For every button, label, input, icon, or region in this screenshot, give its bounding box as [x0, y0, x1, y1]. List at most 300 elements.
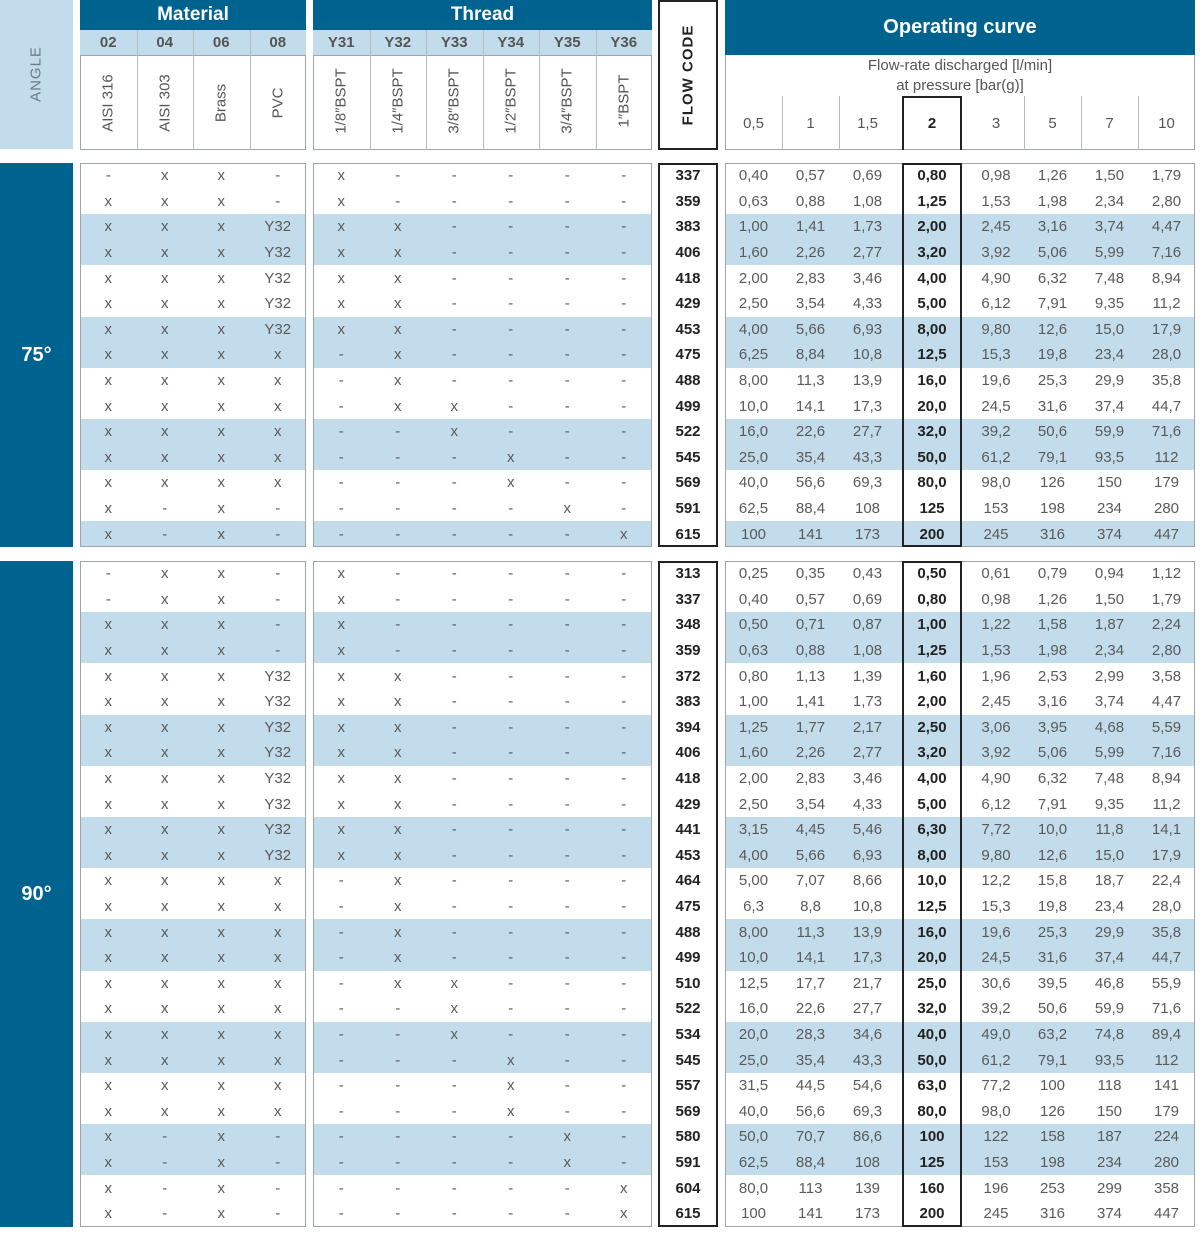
flow-rate-cell: 34,6: [852, 1026, 883, 1044]
flow-rate-cell: 0,80: [738, 667, 769, 685]
flow-code-cell: 372: [675, 667, 701, 685]
material-cell: x: [161, 1102, 169, 1120]
material-cell: x: [161, 923, 169, 941]
pressure-divider: [1024, 96, 1025, 150]
flow-rate-cell: 100: [1039, 1077, 1066, 1095]
material-cell: x: [217, 1000, 225, 1018]
flow-rate-cell: 2,77: [852, 244, 883, 262]
thread-cell: x: [394, 744, 402, 762]
material-cell: x: [161, 448, 169, 466]
flow-rate-cell: 25,3: [1037, 372, 1068, 390]
material-cell: x: [274, 423, 282, 441]
material-cell: x: [217, 667, 225, 685]
material-cell: x: [161, 474, 169, 492]
flow-rate-cell: 25,0: [738, 448, 769, 466]
flow-rate-cell: 40,0: [738, 1102, 769, 1120]
thread-cell: -: [621, 770, 627, 788]
flow-rate-cell: 0,61: [981, 565, 1011, 583]
thread-cell: -: [621, 218, 627, 236]
flow-rate-cell: 39,2: [981, 1000, 1011, 1018]
material-cell: Y32: [264, 295, 292, 313]
flow-rate-cell: 40,0: [738, 474, 769, 492]
flow-rate-cell: 2,34: [1094, 642, 1125, 660]
material-cell: x: [217, 320, 225, 338]
flow-rate-cell: 15,3: [981, 898, 1011, 916]
thread-cell: -: [508, 192, 514, 210]
thread-cell: -: [564, 525, 570, 543]
thread-cell: -: [564, 192, 570, 210]
material-cell: -: [275, 642, 281, 660]
flow-rate-cell: 0,25: [738, 565, 769, 583]
material-cell: -: [275, 590, 281, 608]
material-cell: x: [217, 974, 225, 992]
flow-rate-cell: 50,0: [917, 448, 947, 466]
thread-cell: x: [337, 565, 345, 583]
material-cell: x: [217, 218, 225, 236]
material-cell: x: [104, 269, 112, 287]
flow-rate-cell: 14,1: [795, 397, 826, 415]
thread-cell: -: [564, 269, 570, 287]
thread-cell: -: [621, 448, 627, 466]
flow-rate-cell: 10,8: [852, 346, 883, 364]
flow-code-cell: 383: [675, 693, 701, 711]
material-cell: x: [161, 821, 169, 839]
thread-cell: -: [621, 949, 627, 967]
flow-rate-cell: 3,20: [917, 744, 947, 762]
material-cell: x: [104, 693, 112, 711]
flow-rate-cell: 12,5: [917, 346, 947, 364]
thread-cell: -: [395, 167, 401, 185]
thread-cell: -: [395, 1000, 401, 1018]
material-cell: x: [104, 667, 112, 685]
material-divider: [137, 30, 138, 150]
thread-cell: x: [563, 1154, 571, 1172]
pressure-label: 7: [1105, 114, 1114, 132]
thread-cell: -: [451, 1077, 457, 1095]
material-cell: x: [104, 1179, 112, 1197]
flow-code-cell: 348: [675, 616, 701, 634]
flow-rate-cell: 23,4: [1094, 898, 1125, 916]
table-row: [0, 587, 1200, 613]
material-cell: x: [104, 949, 112, 967]
thread-cell: -: [508, 795, 514, 813]
table-row: [0, 240, 1200, 266]
flow-rate-cell: 1,22: [981, 616, 1011, 634]
flow-rate-cell: 0,79: [1037, 565, 1068, 583]
flow-rate-cell: 44,7: [1151, 397, 1182, 415]
flow-rate-cell: 0,40: [738, 590, 769, 608]
thread-cell: -: [451, 192, 457, 210]
flow-rate-cell: 35,8: [1151, 923, 1182, 941]
thread-cell: -: [508, 974, 514, 992]
flow-rate-cell: 126: [1039, 1102, 1066, 1120]
flow-rate-cell: 2,45: [981, 218, 1011, 236]
flow-rate-cell: 8,8: [800, 898, 821, 916]
flow-rate-cell: 4,00: [917, 269, 947, 287]
thread-cell: x: [337, 642, 345, 660]
thread-cell: -: [395, 616, 401, 634]
material-cell: x: [217, 448, 225, 466]
flow-rate-cell: 1,26: [1037, 167, 1068, 185]
flow-rate-cell: 56,6: [795, 1102, 826, 1120]
flow-rate-cell: 16,0: [738, 1000, 769, 1018]
table-row: [0, 689, 1200, 715]
table-row: [0, 419, 1200, 445]
flow-rate-cell: 28,0: [1151, 898, 1182, 916]
flow-rate-cell: 54,6: [852, 1077, 883, 1095]
thread-cell: -: [621, 1102, 627, 1120]
thread-cell: -: [338, 474, 344, 492]
material-cell: -: [275, 1205, 281, 1223]
flow-rate-cell: 93,5: [1094, 448, 1125, 466]
flow-rate-cell: 3,54: [795, 795, 826, 813]
material-cell: x: [161, 718, 169, 736]
thread-cell: x: [394, 244, 402, 262]
material-cell: Y32: [264, 320, 292, 338]
thread-divider: [483, 30, 484, 150]
thread-cell: -: [621, 616, 627, 634]
thread-cell: -: [564, 949, 570, 967]
thread-cell: -: [508, 167, 514, 185]
table-row: [0, 368, 1200, 394]
thread-cell: -: [338, 525, 344, 543]
flow-rate-cell: 7,07: [795, 872, 826, 890]
thread-cell: -: [451, 218, 457, 236]
material-cell: x: [217, 1077, 225, 1095]
material-divider: [193, 30, 194, 150]
flow-rate-cell: 8,00: [738, 372, 769, 390]
thread-cell: -: [451, 846, 457, 864]
flow-rate-cell: 3,06: [981, 718, 1011, 736]
flow-rate-cell: 1,60: [738, 744, 769, 762]
flow-rate-cell: 3,95: [1037, 718, 1068, 736]
flow-rate-cell: 1,50: [1094, 167, 1125, 185]
thread-cell: -: [395, 423, 401, 441]
flow-rate-cell: 2,00: [917, 693, 947, 711]
flow-rate-cell: 98,0: [981, 474, 1011, 492]
thread-cell: -: [395, 525, 401, 543]
thread-cell: -: [508, 218, 514, 236]
flow-rate-cell: 374: [1096, 525, 1123, 543]
flow-code-cell: 488: [675, 372, 701, 390]
material-cell: -: [162, 1128, 168, 1146]
flow-rate-cell: 62,5: [738, 500, 769, 518]
material-cell: x: [104, 1102, 112, 1120]
flow-rate-cell: 4,33: [852, 295, 883, 313]
thread-cell: -: [564, 770, 570, 788]
thread-cell: x: [394, 718, 402, 736]
material-cell: x: [104, 1128, 112, 1146]
flow-rate-cell: 280: [1153, 500, 1180, 518]
flow-rate-cell: 3,74: [1094, 218, 1125, 236]
table-row: [0, 265, 1200, 291]
flow-rate-cell: 0,80: [917, 590, 947, 608]
flow-rate-cell: 2,24: [1151, 616, 1182, 634]
thread-cell: -: [508, 1154, 514, 1172]
material-cell: x: [161, 898, 169, 916]
table-row: [0, 945, 1200, 971]
material-cell: x: [217, 244, 225, 262]
flow-rate-cell: 447: [1153, 1205, 1180, 1223]
thread-cell: -: [451, 718, 457, 736]
flow-rate-cell: 7,16: [1151, 744, 1182, 762]
material-cell: -: [105, 565, 111, 583]
flow-rate-cell: 6,32: [1037, 269, 1068, 287]
flow-rate-cell: 126: [1039, 474, 1066, 492]
thread-cell: -: [395, 1077, 401, 1095]
pressure-divider: [1081, 96, 1082, 150]
thread-cell: -: [451, 642, 457, 660]
material-cell: Y32: [264, 244, 292, 262]
flow-code-cell: 569: [675, 1102, 701, 1120]
material-cell: -: [275, 192, 281, 210]
thread-cell: -: [564, 320, 570, 338]
flow-rate-cell: 447: [1153, 525, 1180, 543]
thread-cell: x: [450, 423, 458, 441]
thread-cell: x: [337, 821, 345, 839]
material-cell: Y32: [264, 846, 292, 864]
flow-code-cell: 418: [675, 770, 701, 788]
thread-cell: -: [508, 846, 514, 864]
flow-rate-cell: 5,59: [1151, 718, 1182, 736]
thread-cell: -: [564, 295, 570, 313]
flow-rate-cell: 125: [919, 500, 945, 518]
thread-cell: -: [508, 872, 514, 890]
thread-cell: -: [338, 1026, 344, 1044]
thread-cell: x: [337, 616, 345, 634]
flow-rate-cell: 44,7: [1151, 949, 1182, 967]
flow-rate-cell: 100: [740, 525, 767, 543]
flow-rate-cell: 12,6: [1037, 320, 1068, 338]
pressure-divider: [839, 96, 840, 150]
flow-rate-cell: 21,7: [852, 974, 883, 992]
material-cell: x: [274, 1102, 282, 1120]
thread-cell: -: [564, 590, 570, 608]
flow-rate-cell: 35,8: [1151, 372, 1182, 390]
table-row: [0, 470, 1200, 496]
flow-rate-cell: 0,40: [738, 167, 769, 185]
pressure-label: 5: [1048, 114, 1057, 132]
thread-cell: -: [451, 1179, 457, 1197]
flow-rate-cell: 150: [1096, 474, 1123, 492]
material-cell: x: [217, 923, 225, 941]
thread-cell: -: [395, 192, 401, 210]
flow-rate-cell: 0,57: [795, 167, 826, 185]
flow-rate-cell: 3,46: [852, 269, 883, 287]
thread-cell: x: [394, 372, 402, 390]
thread-cell: -: [395, 448, 401, 466]
flow-code-cell: 557: [675, 1077, 701, 1095]
flow-rate-cell: 80,0: [917, 474, 947, 492]
thread-cell: -: [621, 423, 627, 441]
material-cell: x: [104, 795, 112, 813]
flow-rate-cell: 15,0: [1094, 846, 1125, 864]
thread-cell: -: [508, 1128, 514, 1146]
material-cell: x: [161, 616, 169, 634]
thread-cell: x: [337, 667, 345, 685]
thread-cell: -: [395, 1154, 401, 1172]
table-row: [0, 291, 1200, 317]
flow-rate-cell: 79,1: [1037, 448, 1068, 466]
table-row: [0, 1047, 1200, 1073]
material-code: 02: [99, 34, 117, 51]
material-cell: x: [161, 744, 169, 762]
table-row: [0, 1150, 1200, 1176]
flow-rate-cell: 9,35: [1094, 295, 1125, 313]
material-cell: x: [104, 474, 112, 492]
flow-rate-caption-2: at pressure [bar(g)]: [896, 77, 1024, 94]
material-cell: x: [217, 898, 225, 916]
flow-rate-cell: 23,4: [1094, 346, 1125, 364]
flow-rate-cell: 55,9: [1151, 974, 1182, 992]
material-cell: x: [274, 448, 282, 466]
thread-code: Y36: [610, 34, 638, 51]
flow-rate-cell: 1,25: [738, 718, 769, 736]
flow-rate-cell: 6,93: [852, 846, 883, 864]
flow-rate-cell: 11,8: [1095, 821, 1124, 839]
flow-rate-cell: 2,26: [795, 244, 826, 262]
flow-rate-cell: 1,39: [852, 667, 883, 685]
flow-rate-cell: 43,3: [852, 448, 883, 466]
thread-cell: x: [337, 718, 345, 736]
table-row: [0, 740, 1200, 766]
flow-rate-cell: 19,8: [1037, 346, 1068, 364]
flow-rate-cell: 1,53: [981, 642, 1011, 660]
flow-rate-cell: 6,12: [981, 795, 1011, 813]
flow-rate-cell: 224: [1153, 1128, 1180, 1146]
thread-cell: -: [451, 821, 457, 839]
flow-rate-cell: 122: [983, 1128, 1009, 1146]
flow-rate-cell: 19,6: [981, 372, 1011, 390]
flow-rate-cell: 158: [1039, 1128, 1066, 1146]
pressure-label: 0,5: [743, 114, 764, 132]
material-cell: x: [274, 474, 282, 492]
flow-rate-cell: 1,41: [795, 218, 826, 236]
material-cell: x: [161, 1051, 169, 1069]
flow-rate-cell: 43,3: [852, 1051, 883, 1069]
thread-cell: x: [337, 295, 345, 313]
flow-rate-cell: 44,5: [795, 1077, 826, 1095]
flow-rate-cell: 98,0: [981, 1102, 1011, 1120]
flow-rate-cell: 3,20: [917, 244, 947, 262]
thread-cell: -: [621, 1154, 627, 1172]
flow-rate-cell: 5,06: [1037, 744, 1068, 762]
flow-rate-cell: 7,72: [981, 821, 1011, 839]
flow-rate-cell: 5,00: [738, 872, 769, 890]
flow-rate-cell: 1,50: [1094, 590, 1125, 608]
material-cell: x: [274, 1026, 282, 1044]
thread-cell: -: [395, 1179, 401, 1197]
flow-rate-cell: 1,25: [917, 642, 947, 660]
material-cell: x: [217, 167, 225, 185]
material-cell: x: [217, 590, 225, 608]
material-cell: x: [217, 192, 225, 210]
material-cell: x: [104, 898, 112, 916]
flow-rate-cell: 17,3: [852, 397, 883, 415]
thread-cell: -: [621, 642, 627, 660]
flow-rate-cell: 3,58: [1151, 667, 1182, 685]
flow-rate-cell: 59,9: [1094, 1000, 1125, 1018]
thread-cell: -: [621, 872, 627, 890]
thread-cell: x: [394, 693, 402, 711]
flow-rate-cell: 30,6: [981, 974, 1011, 992]
flow-rate-cell: 8,00: [917, 320, 947, 338]
flow-rate-cell: 141: [1153, 1077, 1180, 1095]
thread-cell: -: [508, 500, 514, 518]
flow-rate-cell: 2,77: [852, 744, 883, 762]
material-cell: -: [275, 167, 281, 185]
flow-rate-cell: 22,6: [795, 423, 826, 441]
thread-cell: x: [507, 1077, 515, 1095]
pressure-label: 1,5: [857, 114, 878, 132]
material-cell: x: [104, 423, 112, 441]
thread-cell: -: [395, 500, 401, 518]
flow-rate-cell: 1,08: [852, 192, 883, 210]
flow-code-cell: 464: [675, 872, 701, 890]
table-row: [0, 163, 1200, 189]
thread-cell: x: [394, 218, 402, 236]
flow-rate-cell: 108: [854, 1154, 881, 1172]
thread-cell: -: [621, 397, 627, 415]
material-cell: Y32: [264, 667, 292, 685]
material-cell: x: [217, 295, 225, 313]
flow-rate-cell: 0,69: [852, 167, 883, 185]
flow-rate-cell: 79,1: [1037, 1051, 1068, 1069]
material-cell: x: [161, 269, 169, 287]
thread-cell: -: [564, 1102, 570, 1120]
thread-cell: -: [451, 448, 457, 466]
flow-rate-cell: 6,32: [1037, 770, 1068, 788]
material-name: AISI 316: [99, 74, 117, 132]
flow-rate-cell: 1,26: [1037, 590, 1068, 608]
thread-cell: -: [564, 1000, 570, 1018]
material-cell: x: [104, 744, 112, 762]
flow-code-cell: 591: [675, 1154, 701, 1172]
material-cell: -: [162, 525, 168, 543]
thread-cell: -: [508, 667, 514, 685]
thread-cell: -: [621, 500, 627, 518]
material-cell: x: [104, 1026, 112, 1044]
material-cell: x: [104, 448, 112, 466]
material-cell: x: [161, 397, 169, 415]
flow-rate-cell: 69,3: [852, 1102, 883, 1120]
material-cell: -: [275, 565, 281, 583]
thread-cell: -: [451, 1102, 457, 1120]
flow-rate-cell: 10,0: [917, 872, 947, 890]
thread-cell: x: [394, 795, 402, 813]
thread-cell: -: [564, 167, 570, 185]
thread-divider: [426, 30, 427, 150]
flow-rate-cell: 37,4: [1094, 949, 1125, 967]
thread-cell: -: [564, 744, 570, 762]
flow-rate-cell: 4,45: [795, 821, 826, 839]
material-cell: x: [104, 770, 112, 788]
flow-rate-cell: 2,50: [917, 718, 947, 736]
flow-rate-cell: 118: [1097, 1077, 1122, 1095]
flow-rate-cell: 1,60: [917, 667, 947, 685]
flow-rate-cell: 2,83: [795, 269, 826, 287]
flow-rate-cell: 7,48: [1094, 269, 1125, 287]
thread-cell: -: [621, 1128, 627, 1146]
flow-rate-cell: 10,0: [738, 397, 769, 415]
flow-rate-cell: 12,5: [917, 898, 947, 916]
flow-rate-cell: 15,3: [981, 346, 1011, 364]
thread-cell: x: [507, 1102, 515, 1120]
flow-rate-cell: 0,98: [981, 590, 1011, 608]
flow-rate-cell: 3,16: [1037, 218, 1068, 236]
flow-rate-cell: 86,6: [852, 1128, 883, 1146]
flow-rate-cell: 46,8: [1094, 974, 1125, 992]
